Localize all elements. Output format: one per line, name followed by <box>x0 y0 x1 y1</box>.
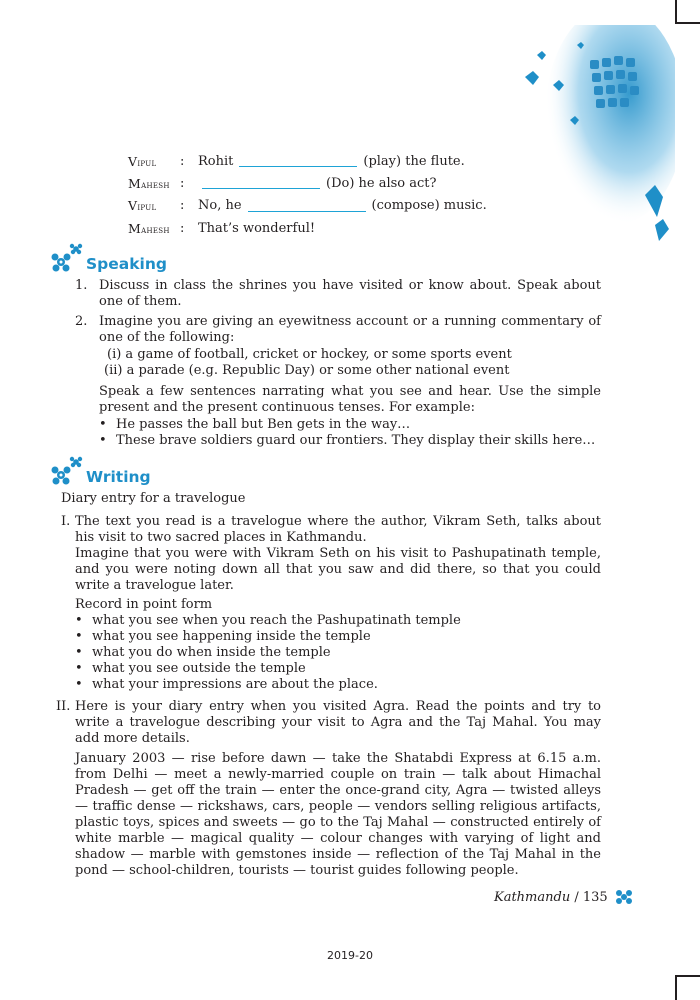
task-text: Here is your diary entry when you visited Agra. Read the points and try to write a travelogue describing your visit to Agra and the Taj Mahal. You may add more details. <box>75 699 601 746</box>
dialogue-text: (play) the flute. <box>363 153 465 169</box>
point-list <box>75 613 601 693</box>
crop-mark-top <box>675 22 700 24</box>
page-number: 135 <box>582 889 608 905</box>
example-text: He passes the ball but Ben gets in the way… <box>116 417 411 432</box>
dialogue-line <box>128 217 487 239</box>
list-item: • what you do when inside the temple <box>75 645 331 660</box>
speaking-heading <box>50 242 167 276</box>
sub-item: (i) a game of football, cricket or hockey, or some sports event <box>107 347 512 362</box>
flower-icon <box>613 887 635 907</box>
task-instruction: Record in point form <box>75 597 213 612</box>
fill-blank[interactable] <box>239 155 357 167</box>
example-text: These brave soldiers guard our frontiers. They display their skills here… <box>116 433 596 448</box>
decorative-illustration <box>505 25 675 255</box>
speaking-paragraph: Speak a few sentences narrating what you see and hear. Use the simple present and the present continuous tenses. For example: <box>99 384 601 415</box>
colon: : <box>180 153 185 169</box>
speaker-name: Vipul <box>128 198 157 214</box>
item-number: 1. <box>75 278 88 293</box>
dialogue-line <box>128 150 487 172</box>
dialogue-text: (Do) he also act? <box>326 175 437 191</box>
flower-icon <box>50 455 84 489</box>
speaking-item <box>75 314 601 346</box>
point-text: what you do when inside the temple <box>92 645 331 660</box>
fill-blank[interactable] <box>248 200 366 212</box>
task-number: II. <box>56 699 71 714</box>
year-label: 2019-20 <box>327 949 373 962</box>
point-text: what you see outside the temple <box>92 661 306 676</box>
item-text: Discuss in class the shrines you have visited or know about. Speak about one of them. <box>99 278 601 309</box>
crop-mark-bottom <box>675 975 700 977</box>
section-title: Writing <box>86 468 151 486</box>
list-item: • He passes the ball but Ben gets in the way… <box>99 417 411 432</box>
sub-item: (ii) a parade (e.g. Republic Day) or some other national event <box>104 363 510 378</box>
item-text: Imagine you are giving an eyewitness account or a running commentary of one of the following: <box>99 314 601 345</box>
writing-heading <box>50 455 151 489</box>
chapter-name: Kathmandu <box>494 889 571 905</box>
speaker-name: Vipul <box>128 153 157 169</box>
fill-blank[interactable] <box>202 177 320 189</box>
writing-intro: Diary entry for a travelogue <box>61 491 246 506</box>
list-item: • what you see when you reach the Pashupatinath temple <box>75 613 461 628</box>
speaker-name: Mahesh <box>128 220 170 236</box>
dialogue-line <box>128 195 487 217</box>
crop-mark-bottom <box>675 975 677 1000</box>
point-text: what you see happening inside the temple <box>92 629 371 644</box>
list-item: • what you see outside the temple <box>75 661 306 676</box>
writing-task <box>61 514 601 693</box>
colon: : <box>180 220 185 236</box>
task-number: I. <box>61 514 71 529</box>
point-text: what your impressions are about the place. <box>92 677 378 692</box>
section-title: Speaking <box>86 255 167 273</box>
dialogue <box>128 150 487 239</box>
speaker-name: Mahesh <box>128 175 170 191</box>
item-number: 2. <box>75 314 88 329</box>
task-text: The text you read is a travelogue where the author, Vikram Seth, talks about his visit to two sacred places in Kathmandu. <box>75 514 601 545</box>
list-item: • what you see happening inside the temple <box>75 629 371 644</box>
colon: : <box>180 175 185 191</box>
dialogue-line <box>128 172 487 194</box>
list-item: • These brave soldiers guard our frontiers. They display their skills here… <box>99 433 596 448</box>
writing-task <box>56 699 601 879</box>
point-text: what you see when you reach the Pashupatinath temple <box>92 613 461 628</box>
dialogue-text: Rohit <box>198 153 234 169</box>
task-text: Imagine that you were with Vikram Seth on his visit to Pashupatinath temple, and you were noting down all that you saw and did there, so that you could write a travelogue later. <box>75 546 601 593</box>
example-list <box>99 417 595 449</box>
diary-entry: January 2003 — rise before dawn — take the Shatabdi Express at 6.15 a.m. from Delhi — meet a newly-married couple on train — talk about Himachal Pradesh — get off the train — enter the once-grand city, Agra — twisted alleys — traffic dense — rickshaws, cars, people — vendors selling religious artifacts, plastic toys, spices and sweets — go to the Taj Mahal — constructed entirely of white marble — magical quality — colour changes with varying of light and shadow — marble with gemstones inside — reflection of the Taj Mahal in the pond — school-children, tourists — tourist guides following people. <box>75 751 601 878</box>
colon: : <box>180 198 185 214</box>
crop-mark-top <box>675 0 677 22</box>
list-item: • what your impressions are about the place. <box>75 677 378 692</box>
dialogue-text: No, he <box>198 198 242 214</box>
dialogue-text: That’s wonderful! <box>198 220 316 236</box>
flower-icon <box>50 242 84 276</box>
page-footer <box>494 887 635 907</box>
dialogue-text: (compose) music. <box>371 198 487 214</box>
speaking-item <box>75 278 601 310</box>
separator: / <box>570 889 583 905</box>
